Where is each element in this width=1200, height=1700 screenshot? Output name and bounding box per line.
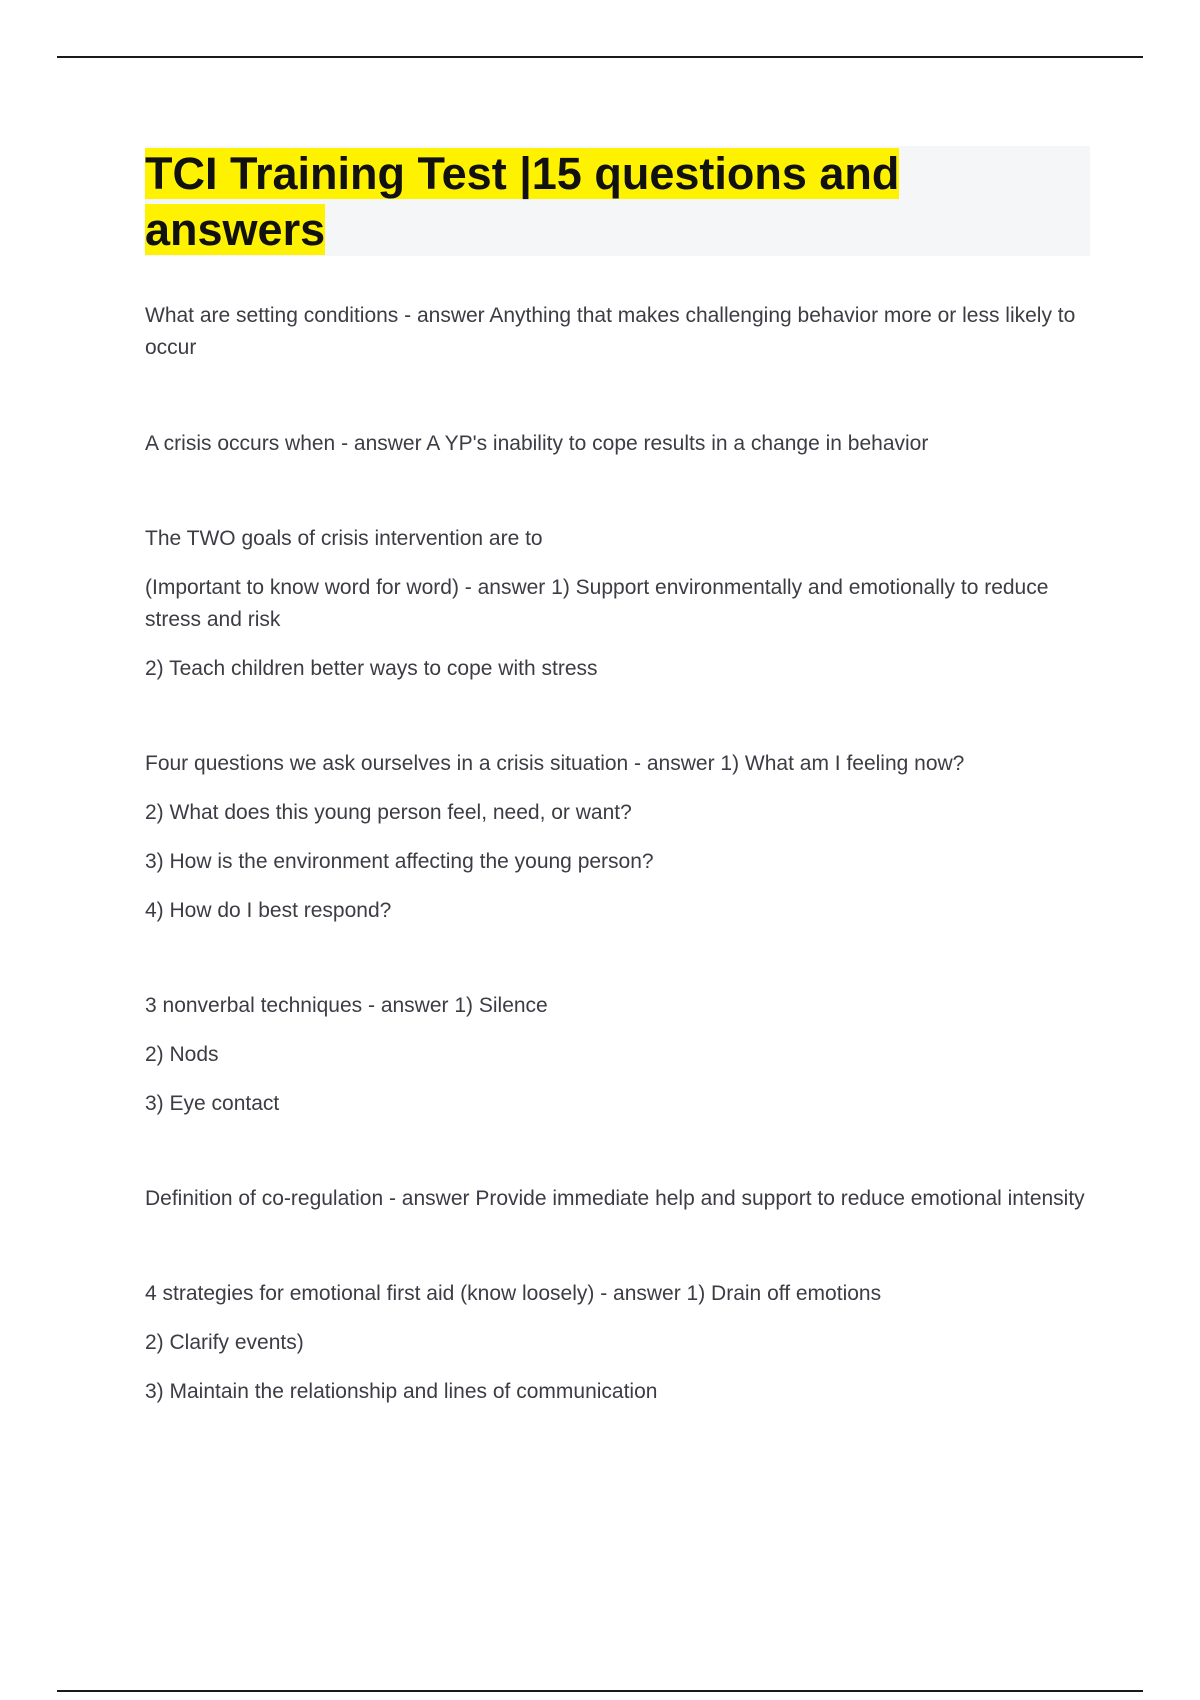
document-title xyxy=(145,146,985,258)
qa-line: 3) Maintain the relationship and lines of communication xyxy=(145,1380,658,1403)
qa-line: What are setting conditions - answer Anything that makes challenging behavior more or less likely to occur xyxy=(145,304,1076,359)
qa-line: The TWO goals of crisis intervention are to xyxy=(145,527,543,550)
qa-line: 3 nonverbal techniques - answer 1) Silence xyxy=(145,994,548,1017)
qa-line: A crisis occurs when - answer A YP's inability to cope results in a change in behavior xyxy=(145,432,929,455)
title-block xyxy=(145,146,1090,256)
top-rule xyxy=(57,56,1143,58)
qa-item xyxy=(145,1278,1085,1408)
qa-line: (Important to know word for word) - answer 1) Support environmentally and emotionally to reduce stress and risk xyxy=(145,576,1049,631)
qa-item xyxy=(145,748,1085,927)
qa-line: Definition of co-regulation - answer Provide immediate help and support to reduce emotional intensity xyxy=(145,1187,1085,1210)
qa-item xyxy=(145,1183,1085,1215)
qa-line: 4 strategies for emotional first aid (know loosely) - answer 1) Drain off emotions xyxy=(145,1282,882,1305)
qa-line: 3) Eye contact xyxy=(145,1092,280,1115)
qa-line: 2) What does this young person feel, need, or want? xyxy=(145,801,632,824)
qa-line: 2) Clarify events) xyxy=(145,1331,304,1354)
qa-item xyxy=(145,300,1085,364)
qa-line: 2) Teach children better ways to cope with stress xyxy=(145,657,598,680)
qa-line: 2) Nods xyxy=(145,1043,219,1066)
qa-line: Four questions we ask ourselves in a crisis situation - answer 1) What am I feeling now? xyxy=(145,752,965,775)
qa-line: 4) How do I best respond? xyxy=(145,899,392,922)
bottom-rule xyxy=(57,1690,1143,1692)
qa-content xyxy=(145,300,1085,1408)
title-highlight: TCI Training Test |15 questions and answers xyxy=(145,148,900,255)
qa-item xyxy=(145,990,1085,1120)
qa-item xyxy=(145,523,1085,685)
qa-item xyxy=(145,428,1085,460)
qa-line: 3) How is the environment affecting the young person? xyxy=(145,850,654,873)
